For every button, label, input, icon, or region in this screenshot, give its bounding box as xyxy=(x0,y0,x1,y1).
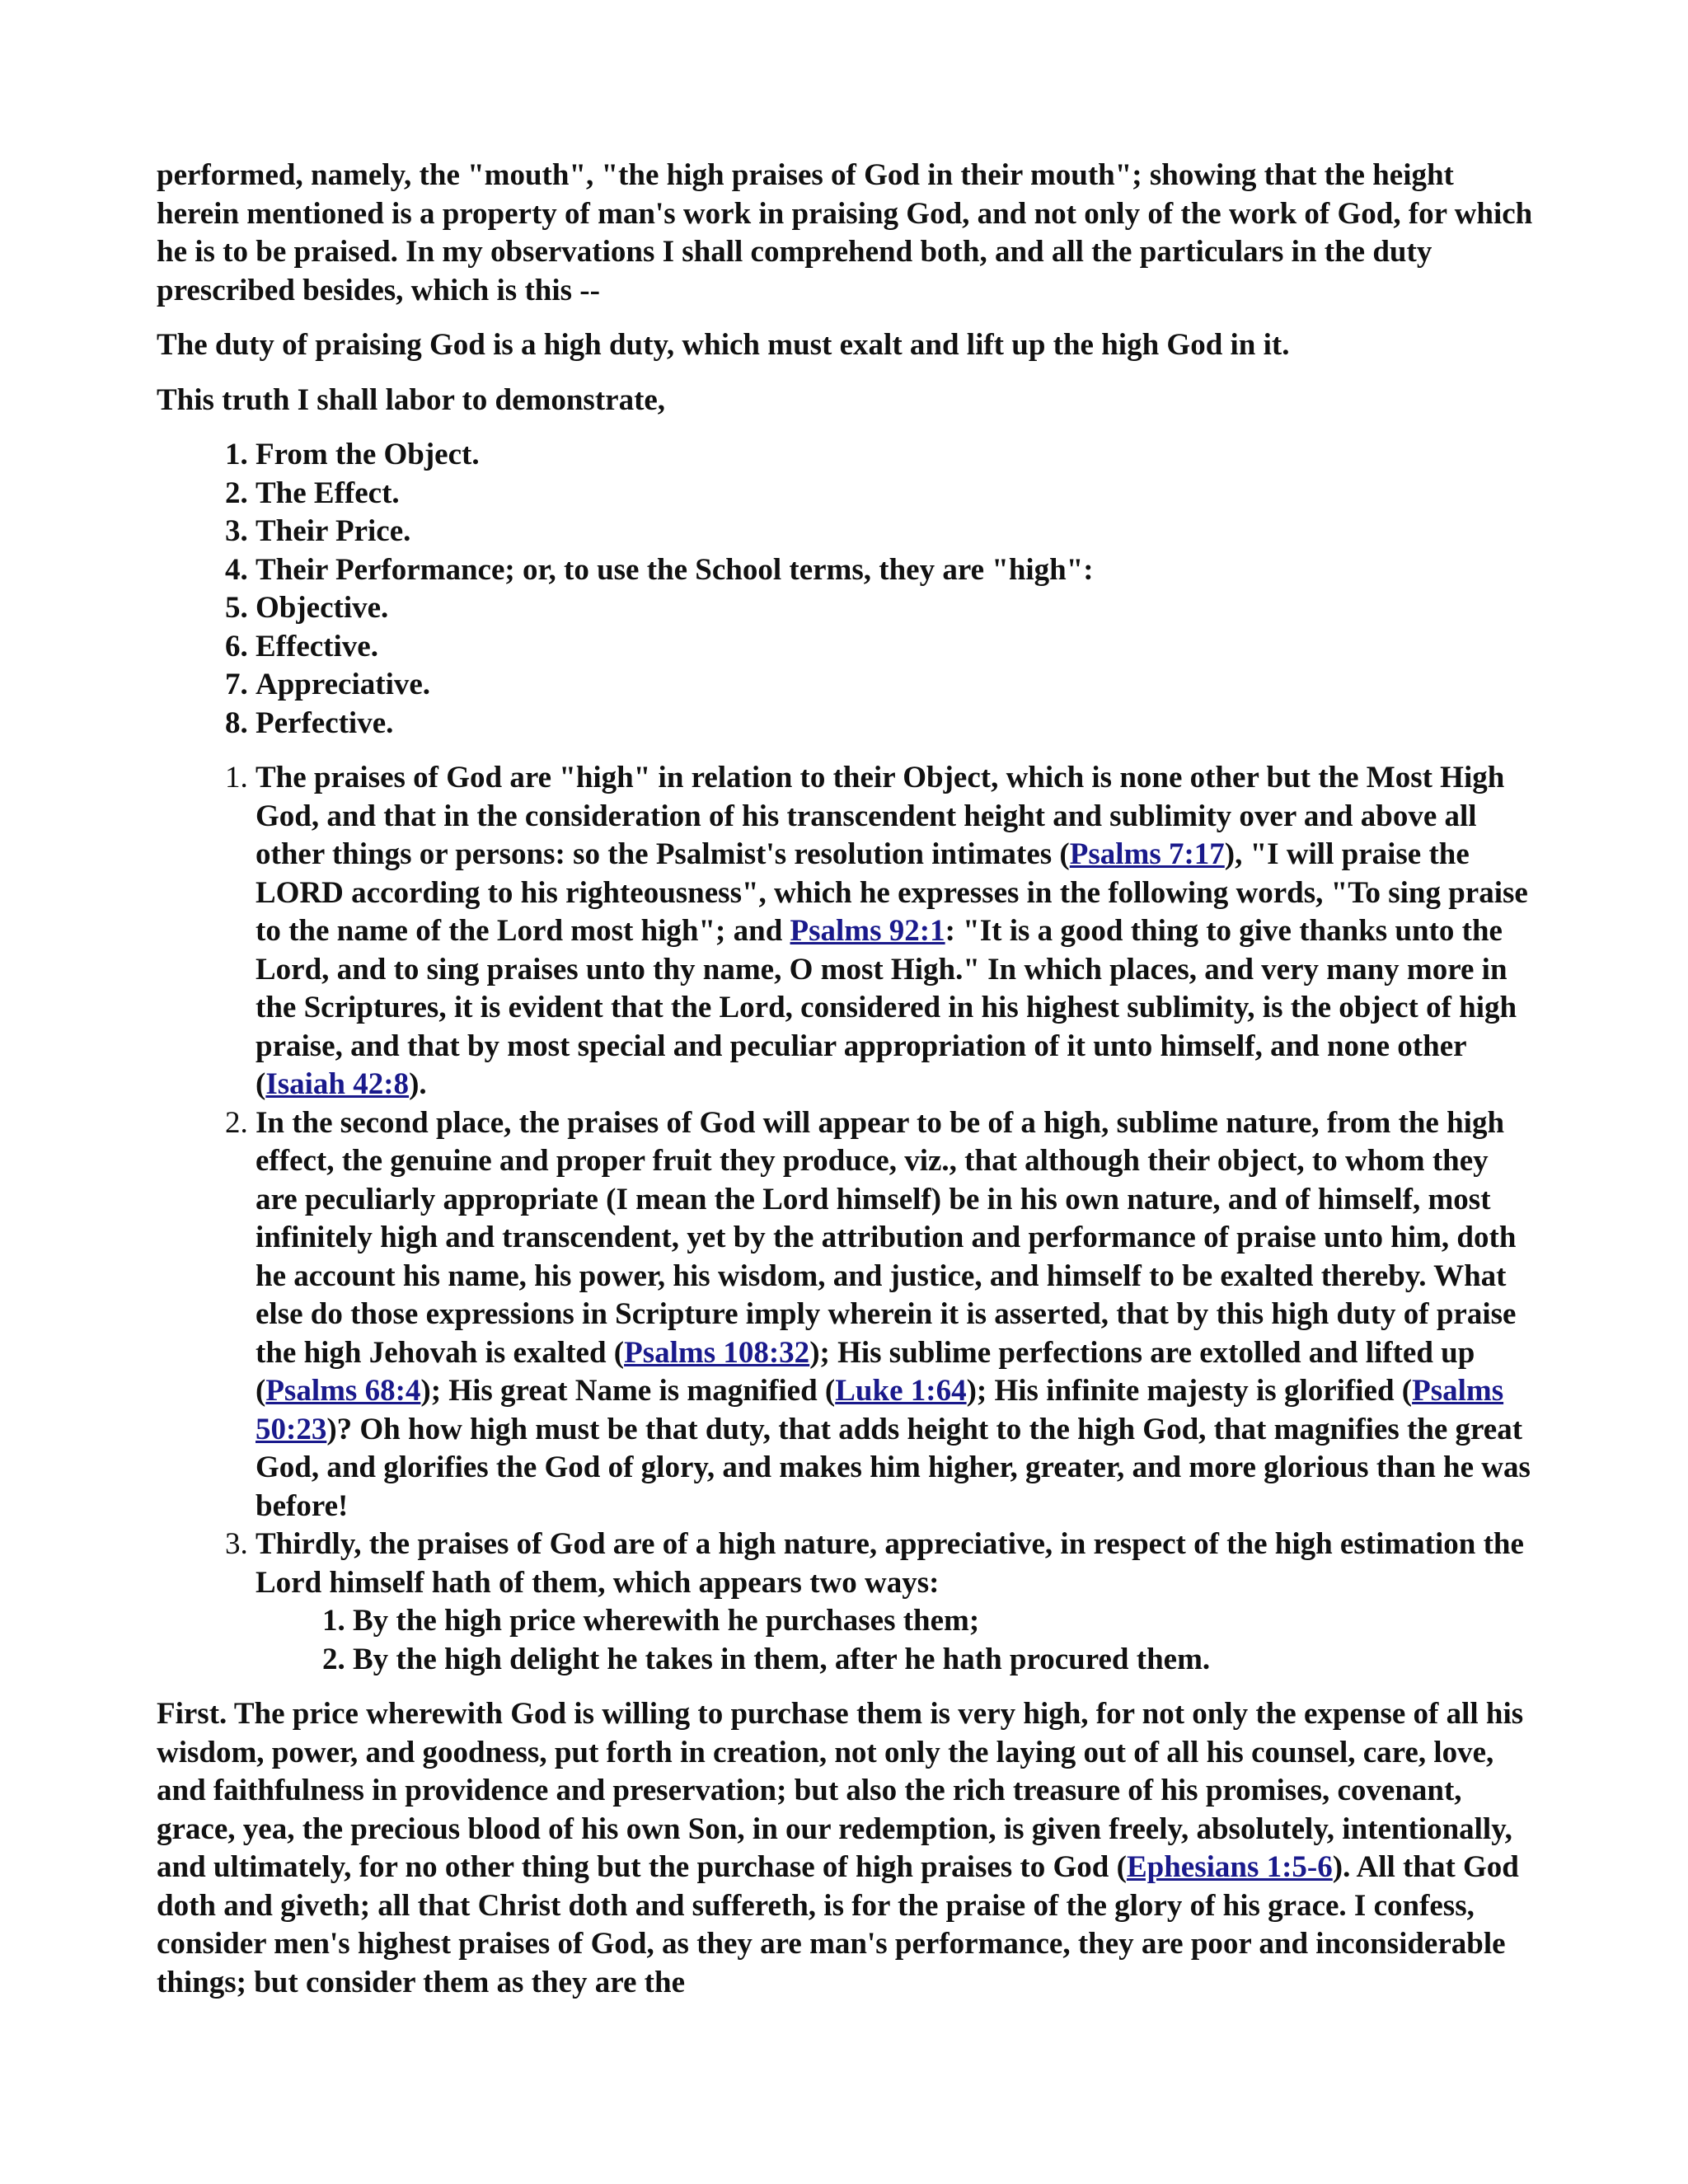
first-paragraph-text: First. The price wherewith God is willing to purchase them is very high, for not only the expense of all his wisdom, power, and goodness, put forth in creation, not only the laying out of all his counsel, care, love, and faithfulness in providence and preservation; but also the rich treasure of his promises, covenant, grace, yea, the precious blood of his own Son, in our redemption, is given freely, absolutely, intentionally, and ultimately, for no other thing but the purchase of high praises to God ( xyxy=(157,1697,1524,1884)
scripture-link-luke-1-64[interactable]: Luke 1:64 xyxy=(835,1374,967,1408)
point-2 xyxy=(256,1104,1533,1526)
first-paragraph-text: ). All that God doth and giveth; all that Christ doth and suffereth, is for the praise of the glory of his grace. I confess, consider men's highest praises of God, as they are man's performance, they are poor and inconsiderable things; but consider them as they are the xyxy=(157,1850,1519,1999)
main-points-list xyxy=(157,759,1533,1679)
outline-item: 2. The Effect. xyxy=(256,475,1533,513)
outline-list xyxy=(157,436,1533,743)
sub-item: 2. By the high delight he takes in them, after he hath procured them. xyxy=(353,1641,1533,1680)
demonstrate-intro: This truth I shall labor to demonstrate, xyxy=(157,382,666,417)
scripture-link-psalms-108-32[interactable]: Psalms 108:32 xyxy=(624,1335,810,1370)
outline-item: 8. Perfective. xyxy=(256,705,1533,743)
point-2-text: ); His infinite majesty is glorified ( xyxy=(966,1374,1413,1408)
point-3 xyxy=(256,1526,1533,1679)
scripture-link-psalms-92-1[interactable]: Psalms 92:1 xyxy=(790,914,945,948)
first-paragraph xyxy=(157,1695,1533,2002)
scripture-link-psalms-68-4[interactable]: Psalms 68:4 xyxy=(265,1374,421,1408)
point-3-text: Thirdly, the praises of God are of a high nature, appreciative, in respect of the high estimation the Lord himself hath of them, which appears two ways: xyxy=(256,1527,1524,1600)
sub-item: 1. By the high price wherewith he purchases them; xyxy=(353,1602,1533,1641)
point-2-text: ); His great Name is magnified ( xyxy=(420,1374,836,1408)
point-1 xyxy=(256,759,1533,1104)
outline-item: 4. Their Performance; or, to use the School terms, they are "high": xyxy=(256,551,1533,590)
point-1-text: ). xyxy=(409,1067,427,1101)
thesis-paragraph: The duty of praising God is a high duty, which must exalt and lift up the high God in it. xyxy=(157,328,1290,362)
point-2-text: )? Oh how high must be that duty, that adds height to the high God, that magnifies the great God, and glorifies the God of glory, and makes him higher, greater, and more glorious than he was before! xyxy=(256,1412,1531,1523)
outline-item: 5. Objective. xyxy=(256,589,1533,628)
outline-item: 1. From the Object. xyxy=(256,436,1533,475)
point-3-sublist xyxy=(256,1602,1533,1679)
outline-item: 6. Effective. xyxy=(256,628,1533,667)
point-2-text: In the second place, the praises of God will appear to be of a high, sublime nature, from the high effect, the genuine and proper fruit they produce, viz., that although their object, to whom they are peculiarly appropriate (I mean the Lord himself) be in his own nature, and of himself, most infinitely high and transcendent, yet by the attribution and performance of praise unto him, doth he account his name, his power, his wisdom, and justice, and himself to be exalted thereby. What else do those expressions in Scripture imply wherein it is asserted, that by this high duty of praise the high Jehovah is exalted ( xyxy=(256,1105,1517,1370)
scripture-link-psalms-7-17[interactable]: Psalms 7:17 xyxy=(1069,837,1225,871)
scripture-link-isaiah-42-8[interactable]: Isaiah 42:8 xyxy=(265,1067,410,1101)
scripture-link-ephesians-1-5-6[interactable]: Ephesians 1:5-6 xyxy=(1126,1850,1333,1884)
point-1-text: : "It is a good thing to give thanks unto the Lord, and to sing praises unto thy name, O most High." In which places, and very many more in the Scriptures, it is evident that the Lord, considered in his highest sublimity, is the object of high praise, and that by most special and peculiar appropriation of it unto himself, and none other ( xyxy=(256,914,1517,1101)
point-1-text: The praises of God are "high" in relation to their Object, which is none other but the Most High God, and that in the consideration of his transcendent height and sublimity over and above all other things or persons: so the Psalmist's resolution intimates ( xyxy=(256,761,1505,871)
scripture-link-psalms-50-23[interactable]: Psalms 50:23 xyxy=(256,1374,1504,1446)
document-page xyxy=(157,157,1533,2018)
outline-item: 7. Appreciative. xyxy=(256,666,1533,705)
outline-item: 3. Their Price. xyxy=(256,513,1533,551)
intro-paragraph: performed, namely, the "mouth", "the high praises of God in their mouth"; showing that the height herein mentioned is a property of man's work in praising God, and not only of the work of God, for which he is to be praised. In my observations I shall comprehend both, and all the particulars in the duty prescribed besides, which is this -- xyxy=(157,158,1533,307)
point-2-text: ); His sublime perfections are extolled and lifted up ( xyxy=(256,1335,1475,1408)
point-1-text: ), "I will praise the LORD according to his righteousness", which he expresses in the following words, "To sing praise to the name of the Lord most high"; and xyxy=(256,837,1528,948)
